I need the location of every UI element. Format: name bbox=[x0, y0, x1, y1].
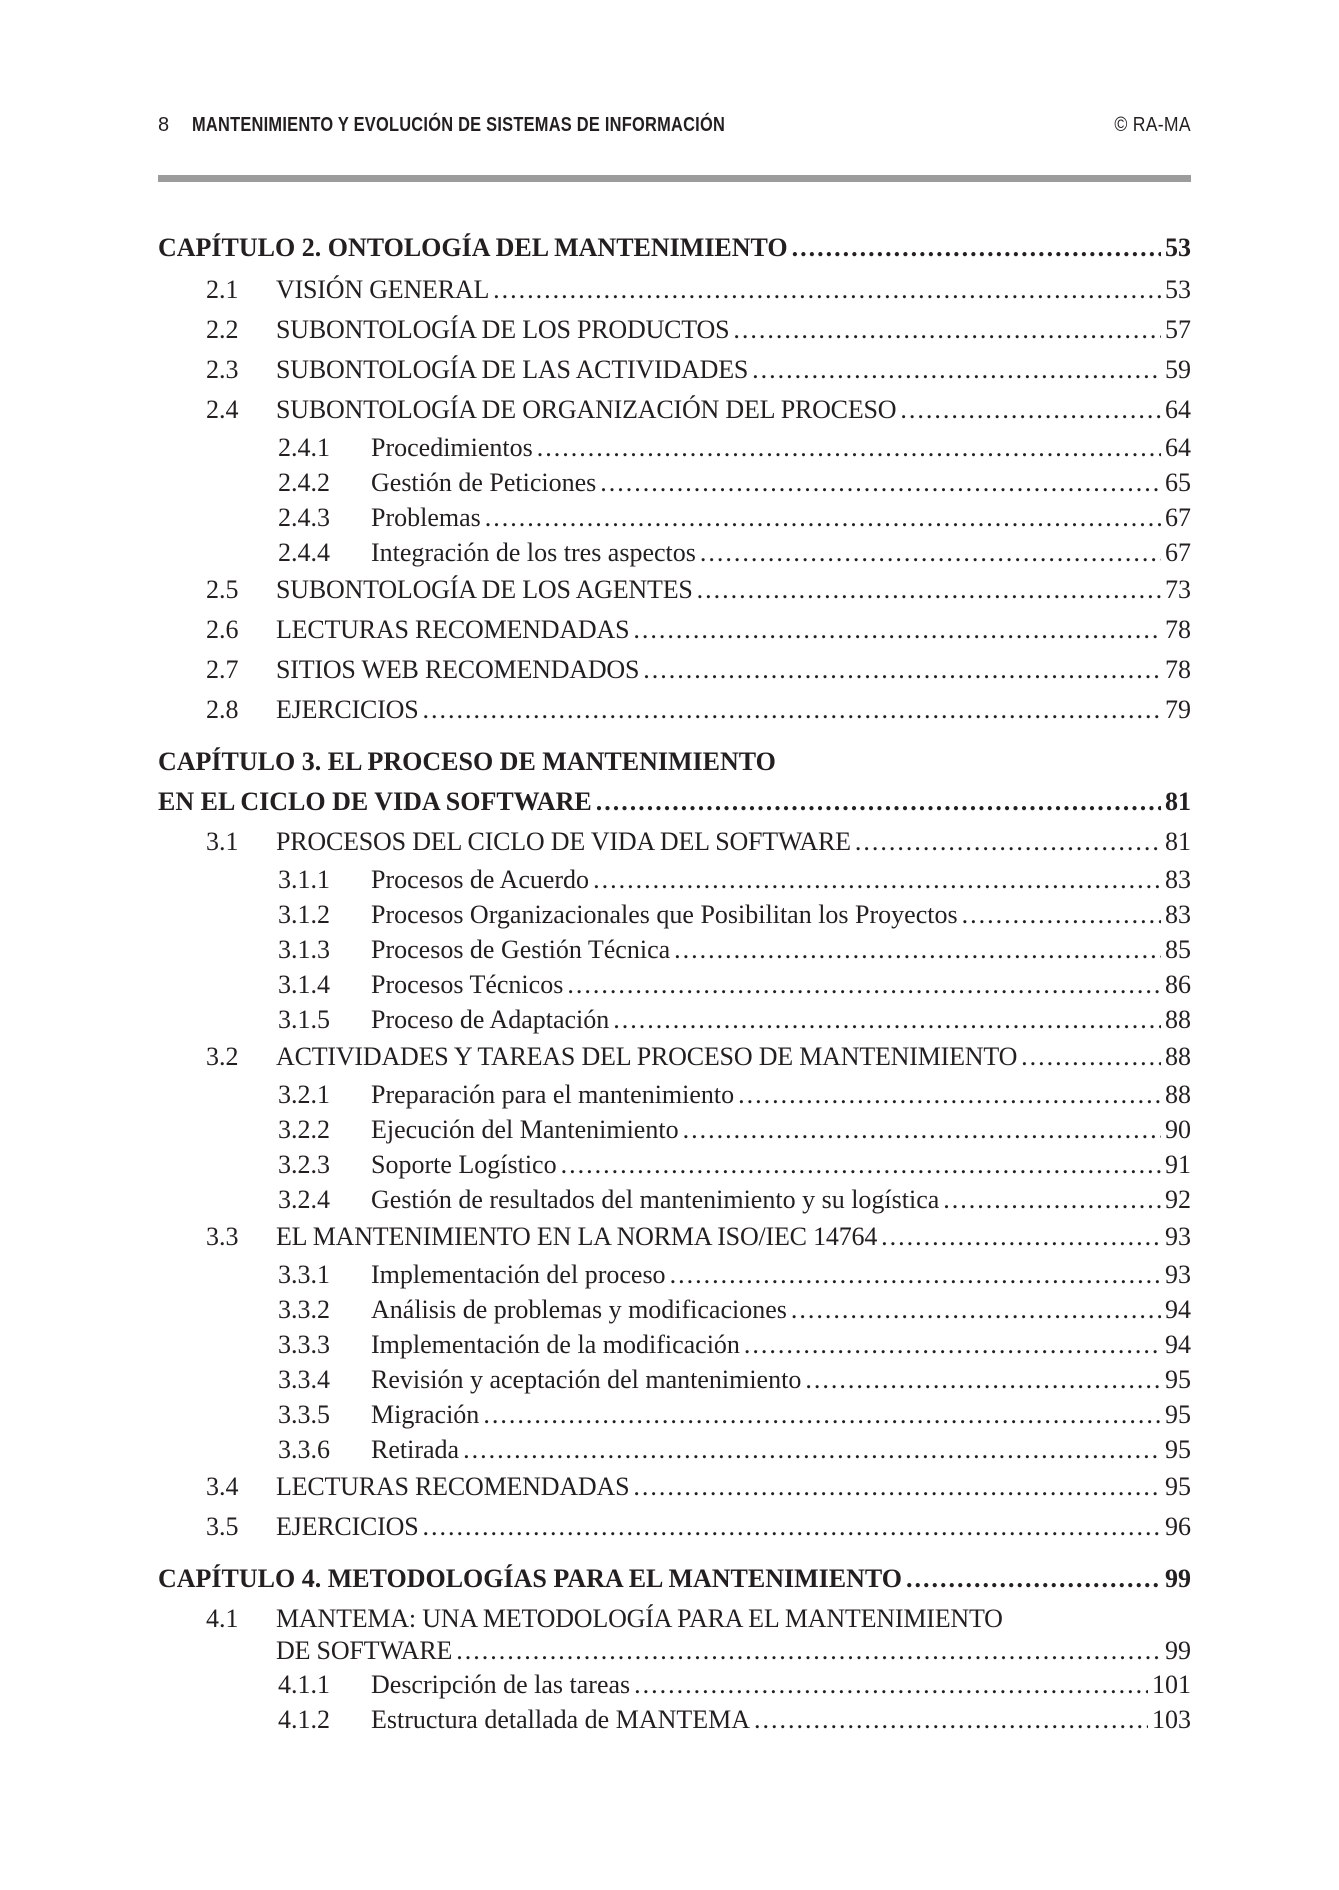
toc-page-number: 65 bbox=[1165, 468, 1191, 497]
toc-section-entry bbox=[158, 1467, 1191, 1507]
toc-subsection-entry bbox=[158, 1182, 1191, 1217]
toc-leader-dots bbox=[600, 465, 1161, 500]
toc-leader-dots bbox=[700, 535, 1161, 570]
toc-entry-title: SUBONTOLOGÍA DE LAS ACTIVIDADES bbox=[276, 355, 749, 384]
toc-entry-title: Gestión de resultados del mantenimiento y su logística bbox=[371, 1185, 940, 1214]
toc-leader-dots bbox=[613, 1002, 1161, 1037]
toc-entry-number: 2.7 bbox=[206, 655, 239, 684]
toc-page-number: 99 bbox=[1165, 1636, 1191, 1665]
toc-entry-number: 3.3.6 bbox=[278, 1435, 330, 1464]
toc-entry-title: EJERCICIOS bbox=[276, 695, 419, 724]
toc-entry-title: Implementación del proceso bbox=[371, 1260, 666, 1289]
toc-page-number: 91 bbox=[1165, 1150, 1191, 1179]
toc-leader-dots bbox=[733, 310, 1161, 350]
toc-subsection-entry bbox=[158, 932, 1191, 967]
toc-entry-number: 3.4 bbox=[206, 1472, 239, 1501]
toc-subsection-entry bbox=[158, 897, 1191, 932]
toc-section-entry bbox=[158, 822, 1191, 862]
toc-leader-dots bbox=[567, 967, 1161, 1002]
toc-leader-dots bbox=[744, 1327, 1161, 1362]
toc-page-number: 81 bbox=[1165, 827, 1191, 856]
toc-leader-dots bbox=[670, 1257, 1161, 1292]
toc-entry-title: SUBONTOLOGÍA DE LOS PRODUCTOS bbox=[276, 315, 730, 344]
toc-section-entry bbox=[158, 390, 1191, 430]
toc-page-number: 94 bbox=[1165, 1330, 1191, 1359]
toc-entry-number: 3.2.4 bbox=[278, 1185, 330, 1214]
toc-entry-number: 3.1.1 bbox=[278, 865, 330, 894]
toc-subsection-entry bbox=[158, 862, 1191, 897]
toc-leader-dots bbox=[561, 1147, 1161, 1182]
toc-leader-dots bbox=[643, 650, 1161, 690]
toc-entry-number: 3.3.5 bbox=[278, 1400, 330, 1429]
toc-section-entry bbox=[158, 1037, 1191, 1077]
toc-leader-dots bbox=[697, 570, 1161, 610]
toc-entry-title: LECTURAS RECOMENDADAS bbox=[276, 1472, 630, 1501]
toc-entry-number: 3.3.2 bbox=[278, 1295, 330, 1324]
toc-entry-title: Procesos Técnicos bbox=[371, 970, 564, 999]
toc-page-number: 92 bbox=[1165, 1185, 1191, 1214]
toc-entry-number: 3.1.4 bbox=[278, 970, 330, 999]
toc-entry-title: Análisis de problemas y modificaciones bbox=[371, 1295, 787, 1324]
toc-entry-title: Implementación de la modificación bbox=[371, 1330, 740, 1359]
toc-entry-title: SUBONTOLOGÍA DE LOS AGENTES bbox=[276, 575, 693, 604]
toc-entry-number: 3.2.3 bbox=[278, 1150, 330, 1179]
toc-page-number: 96 bbox=[1165, 1512, 1191, 1541]
toc-page-number: 103 bbox=[1152, 1705, 1191, 1734]
toc-leader-dots bbox=[674, 932, 1161, 967]
toc-leader-dots bbox=[485, 500, 1161, 535]
toc-leader-dots bbox=[943, 1182, 1161, 1217]
toc-entry-title: CAPÍTULO 4. METODOLOGÍAS PARA EL MANTENIMIENTO bbox=[158, 1564, 902, 1593]
toc-entry-number: 3.3.4 bbox=[278, 1365, 330, 1394]
toc-entry-title: Revisión y aceptación del mantenimiento bbox=[371, 1365, 802, 1394]
publisher: © RA-MA bbox=[1114, 114, 1191, 136]
table-of-contents bbox=[158, 228, 1191, 1737]
toc-page-number: 53 bbox=[1165, 233, 1191, 262]
toc-subsection-entry bbox=[158, 1327, 1191, 1362]
toc-subsection-entry bbox=[158, 1292, 1191, 1327]
toc-leader-dots bbox=[805, 1362, 1161, 1397]
toc-section-entry bbox=[158, 690, 1191, 730]
toc-leader-dots bbox=[738, 1077, 1161, 1112]
toc-page-number: 95 bbox=[1165, 1435, 1191, 1464]
toc-subsection-entry bbox=[158, 967, 1191, 1002]
toc-subsection-entry bbox=[158, 1077, 1191, 1112]
toc-subsection-entry bbox=[158, 1002, 1191, 1037]
toc-entry-title: VISIÓN GENERAL bbox=[276, 275, 490, 304]
toc-section-entry bbox=[158, 1217, 1191, 1257]
toc-page-number: 86 bbox=[1165, 970, 1191, 999]
toc-entry-number: 3.5 bbox=[206, 1512, 239, 1541]
toc-page-number: 101 bbox=[1152, 1670, 1191, 1699]
toc-section-entry bbox=[158, 650, 1191, 690]
toc-chapter-entry bbox=[158, 228, 1191, 270]
toc-page-number: 99 bbox=[1165, 1564, 1191, 1593]
toc-entry-number: 2.4.2 bbox=[278, 468, 330, 497]
toc-entry-title: Procesos de Acuerdo bbox=[371, 865, 590, 894]
toc-entry-number: 3.1.5 bbox=[278, 1005, 330, 1034]
toc-page-number: 93 bbox=[1165, 1260, 1191, 1289]
toc-entry-number: 2.1 bbox=[206, 275, 239, 304]
toc-page-number: 67 bbox=[1165, 503, 1191, 532]
toc-entry-title: SUBONTOLOGÍA DE ORGANIZACIÓN DEL PROCESO bbox=[276, 395, 897, 424]
toc-leader-dots bbox=[1021, 1037, 1161, 1077]
toc-page-number: 95 bbox=[1165, 1365, 1191, 1394]
toc-section-entry bbox=[158, 570, 1191, 610]
toc-subsection-entry bbox=[158, 1362, 1191, 1397]
toc-leader-dots bbox=[855, 822, 1161, 862]
toc-entry-title: EN EL CICLO DE VIDA SOFTWARE bbox=[158, 787, 592, 816]
toc-entry-title: SITIOS WEB RECOMENDADOS bbox=[276, 655, 640, 684]
toc-chapter-entry bbox=[158, 1559, 1191, 1599]
toc-chapter-entry bbox=[158, 742, 1191, 782]
toc-subsection-entry bbox=[158, 500, 1191, 535]
toc-page-number: 95 bbox=[1165, 1472, 1191, 1501]
toc-entry-title: DE SOFTWARE bbox=[276, 1636, 453, 1665]
toc-leader-dots bbox=[906, 1559, 1161, 1599]
toc-entry-title: Migración bbox=[371, 1400, 480, 1429]
toc-page-number: 90 bbox=[1165, 1115, 1191, 1144]
toc-entry-number: 2.6 bbox=[206, 615, 239, 644]
toc-leader-dots bbox=[752, 350, 1161, 390]
toc-page-number: 67 bbox=[1165, 538, 1191, 567]
toc-entry-number: 3.3.1 bbox=[278, 1260, 330, 1289]
toc-entry-title: MANTEMA: UNA METODOLOGÍA PARA EL MANTENIMIENTO bbox=[276, 1604, 1003, 1633]
toc-chapter-entry bbox=[158, 782, 1191, 822]
toc-entry-number: 2.4.4 bbox=[278, 538, 330, 567]
toc-entry-title: PROCESOS DEL CICLO DE VIDA DEL SOFTWARE bbox=[276, 827, 851, 856]
toc-entry-title: Procesos de Gestión Técnica bbox=[371, 935, 671, 964]
toc-page-number: 64 bbox=[1165, 395, 1191, 424]
toc-entry-title: CAPÍTULO 3. EL PROCESO DE MANTENIMIENTO bbox=[158, 747, 776, 776]
toc-entry-title: Problemas bbox=[371, 503, 481, 532]
toc-page-number: 78 bbox=[1165, 655, 1191, 684]
toc-entry-title: Descripción de las tareas bbox=[371, 1670, 631, 1699]
toc-page-number: 88 bbox=[1165, 1080, 1191, 1109]
header-rule bbox=[158, 175, 1191, 182]
toc-leader-dots bbox=[463, 1432, 1161, 1467]
toc-leader-dots bbox=[456, 1635, 1161, 1667]
toc-page-number: 53 bbox=[1165, 275, 1191, 304]
toc-entry-number: 3.2 bbox=[206, 1042, 239, 1071]
toc-leader-dots bbox=[634, 1667, 1148, 1702]
toc-entry-number: 3.2.2 bbox=[278, 1115, 330, 1144]
toc-subsection-entry bbox=[158, 1112, 1191, 1147]
toc-entry-title: Preparación para el mantenimiento bbox=[371, 1080, 735, 1109]
toc-leader-dots bbox=[633, 610, 1161, 650]
toc-entry-title: Procedimientos bbox=[371, 433, 533, 462]
toc-entry-number: 2.4.1 bbox=[278, 433, 330, 462]
toc-leader-dots bbox=[537, 430, 1161, 465]
toc-entry-number: 3.1 bbox=[206, 827, 239, 856]
toc-subsection-entry bbox=[158, 535, 1191, 570]
toc-leader-dots bbox=[422, 690, 1161, 730]
toc-leader-dots bbox=[792, 228, 1161, 268]
toc-section-entry bbox=[158, 350, 1191, 390]
toc-page-number: 88 bbox=[1165, 1042, 1191, 1071]
toc-entry-number: 2.3 bbox=[206, 355, 239, 384]
toc-entry-number: 3.3.3 bbox=[278, 1330, 330, 1359]
book-title: MANTENIMIENTO Y EVOLUCIÓN DE SISTEMAS DE INFORMACIÓN bbox=[192, 114, 726, 136]
toc-entry-number: 3.3 bbox=[206, 1222, 239, 1251]
toc-leader-dots bbox=[596, 782, 1161, 822]
toc-entry-title: Soporte Logístico bbox=[371, 1150, 557, 1179]
toc-page-number: 79 bbox=[1165, 695, 1191, 724]
toc-entry-title: Gestión de Peticiones bbox=[371, 468, 597, 497]
toc-section-entry bbox=[158, 1599, 1191, 1639]
toc-entry-title: Integración de los tres aspectos bbox=[371, 538, 696, 567]
toc-page-number: 57 bbox=[1165, 315, 1191, 344]
toc-page-number: 93 bbox=[1165, 1222, 1191, 1251]
toc-page-number: 59 bbox=[1165, 355, 1191, 384]
toc-page-number: 94 bbox=[1165, 1295, 1191, 1324]
toc-entry-number: 3.1.3 bbox=[278, 935, 330, 964]
toc-page-number: 73 bbox=[1165, 575, 1191, 604]
toc-subsection-entry bbox=[158, 1257, 1191, 1292]
toc-page-number: 83 bbox=[1165, 865, 1191, 894]
toc-page-number: 85 bbox=[1165, 935, 1191, 964]
toc-page-number: 83 bbox=[1165, 900, 1191, 929]
toc-entry-number: 4.1 bbox=[206, 1604, 239, 1633]
toc-subsection-entry bbox=[158, 1397, 1191, 1432]
toc-entry-number: 2.2 bbox=[206, 315, 239, 344]
toc-leader-dots bbox=[881, 1217, 1161, 1257]
toc-section-entry bbox=[158, 1635, 1191, 1667]
toc-subsection-entry bbox=[158, 1432, 1191, 1467]
toc-entry-title: EL MANTENIMIENTO EN LA NORMA ISO/IEC 14764 bbox=[276, 1222, 878, 1251]
toc-entry-number: 4.1.1 bbox=[278, 1670, 330, 1699]
toc-entry-number: 4.1.2 bbox=[278, 1705, 330, 1734]
toc-page-number: 81 bbox=[1165, 787, 1191, 816]
toc-leader-dots bbox=[593, 862, 1161, 897]
toc-page-number: 64 bbox=[1165, 433, 1191, 462]
toc-leader-dots bbox=[900, 390, 1161, 430]
toc-leader-dots bbox=[791, 1292, 1161, 1327]
toc-page-number: 95 bbox=[1165, 1400, 1191, 1429]
toc-page-number: 88 bbox=[1165, 1005, 1191, 1034]
toc-page-number: 78 bbox=[1165, 615, 1191, 644]
running-head bbox=[158, 114, 1191, 144]
toc-entry-number: 2.8 bbox=[206, 695, 239, 724]
toc-leader-dots bbox=[754, 1702, 1148, 1737]
toc-leader-dots bbox=[493, 270, 1161, 310]
toc-entry-title: EJERCICIOS bbox=[276, 1512, 419, 1541]
toc-entry-number: 2.4 bbox=[206, 395, 239, 424]
toc-subsection-entry bbox=[158, 430, 1191, 465]
toc-entry-number: 3.1.2 bbox=[278, 900, 330, 929]
toc-leader-dots bbox=[683, 1112, 1161, 1147]
toc-subsection-entry bbox=[158, 1667, 1191, 1702]
toc-entry-title: Procesos Organizacionales que Posibilitan los Proyectos bbox=[371, 900, 958, 929]
toc-entry-title: Ejecución del Mantenimiento bbox=[371, 1115, 679, 1144]
toc-entry-title: Retirada bbox=[371, 1435, 460, 1464]
toc-entry-title: ACTIVIDADES Y TAREAS DEL PROCESO DE MANTENIMIENTO bbox=[276, 1042, 1018, 1071]
toc-entry-number: 2.4.3 bbox=[278, 503, 330, 532]
toc-leader-dots bbox=[962, 897, 1161, 932]
toc-entry-title: Estructura detallada de MANTEMA bbox=[371, 1705, 751, 1734]
toc-section-entry bbox=[158, 610, 1191, 650]
toc-leader-dots bbox=[633, 1467, 1161, 1507]
toc-leader-dots bbox=[422, 1507, 1161, 1547]
toc-subsection-entry bbox=[158, 1147, 1191, 1182]
toc-section-entry bbox=[158, 310, 1191, 350]
toc-entry-number: 2.5 bbox=[206, 575, 239, 604]
toc-subsection-entry bbox=[158, 1702, 1191, 1737]
toc-entry-title: CAPÍTULO 2. ONTOLOGÍA DEL MANTENIMIENTO bbox=[158, 233, 788, 262]
toc-entry-number: 3.2.1 bbox=[278, 1080, 330, 1109]
toc-leader-dots bbox=[483, 1397, 1161, 1432]
toc-section-entry bbox=[158, 1507, 1191, 1547]
toc-entry-title: LECTURAS RECOMENDADAS bbox=[276, 615, 630, 644]
toc-entry-title: Proceso de Adaptación bbox=[371, 1005, 610, 1034]
toc-section-entry bbox=[158, 270, 1191, 310]
page-number: 8 bbox=[158, 114, 170, 136]
toc-subsection-entry bbox=[158, 465, 1191, 500]
